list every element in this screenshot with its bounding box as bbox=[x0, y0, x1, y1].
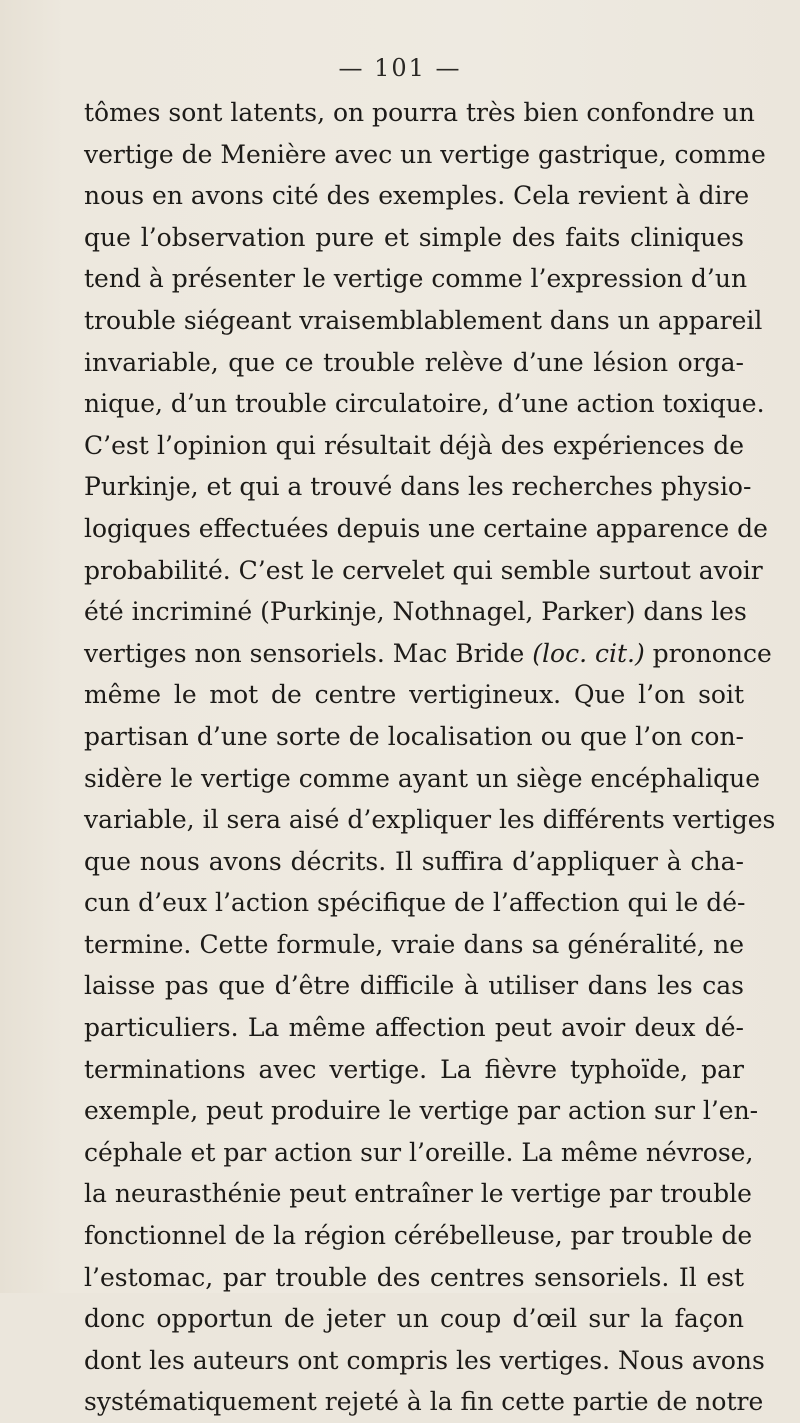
text-line-22: laisse pas que d’être difficile à utiliser dans les cas bbox=[84, 971, 744, 1001]
text-line-24: terminations avec vertige. La fièvre typhoïde, par bbox=[84, 1054, 744, 1084]
text-line-8: nique, d’un trouble circulatoire, d’une action toxique. bbox=[84, 389, 765, 419]
text-line-31: dont les auteurs ont compris les vertiges. Nous avons bbox=[84, 1345, 765, 1375]
text-line-7: invariable, que ce trouble relève d’une lésion orga- bbox=[84, 347, 744, 377]
body-text bbox=[84, 92, 776, 1423]
text-line-20: cun d’eux l’action spécifique de l’affection qui le dé- bbox=[84, 888, 746, 918]
text-line-9: C’est l’opinion qui résultait déjà des expériences de bbox=[84, 430, 744, 460]
text-line-6: trouble siégeant vraisemblablement dans un appareil bbox=[84, 305, 763, 335]
citation-loc-cit: (loc. cit.) bbox=[532, 638, 645, 668]
text-line-17: sidère le vertige comme ayant un siège encéphalique bbox=[84, 763, 761, 793]
text-line-13: été incriminé (Purkinje, Nothnagel, Parker) dans les bbox=[84, 597, 747, 627]
text-line-2: vertige de Menière avec un vertige gastrique, comme bbox=[84, 139, 766, 169]
text-line-3: nous en avons cité des exemples. Cela revient à dire bbox=[84, 181, 750, 211]
text-line-14-before: vertiges non sensoriels. Mac Bride bbox=[84, 638, 533, 668]
text-line-14-after: prononce bbox=[644, 638, 772, 668]
text-line-28: fonctionnel de la région cérébelleuse, par trouble de bbox=[84, 1221, 753, 1251]
text-line-10: Purkinje, et qui a trouvé dans les recherches physio- bbox=[84, 472, 752, 502]
page-number: — 101 — bbox=[338, 54, 462, 82]
text-line-16: partisan d’une sorte de localisation ou que l’on con- bbox=[84, 721, 744, 751]
text-line-19: que nous avons décrits. Il suffira d’appliquer à cha- bbox=[84, 846, 744, 876]
text-line-26: céphale et par action sur l’oreille. La même névrose, bbox=[84, 1137, 754, 1167]
text-line-11: logiques effectuées depuis une certaine apparence de bbox=[84, 513, 768, 543]
text-line-32: systématiquement rejeté à la fin cette partie de notre bbox=[84, 1387, 764, 1417]
text-line-18: variable, il sera aisé d’expliquer les différents vertiges bbox=[84, 805, 776, 835]
text-line-12: probabilité. C’est le cervelet qui semble surtout avoir bbox=[84, 555, 763, 585]
text-line-30: donc opportun de jeter un coup d’œil sur la façon bbox=[84, 1304, 744, 1334]
text-line-14 bbox=[84, 633, 772, 675]
text-line-23: particuliers. La même affection peut avoir deux dé- bbox=[84, 1013, 744, 1043]
text-line-4: que l’observation pure et simple des faits cliniques bbox=[84, 222, 744, 252]
text-line-25: exemple, peut produire le vertige par action sur l’en- bbox=[84, 1096, 759, 1126]
text-line-29: l’estomac, par trouble des centres sensoriels. Il est bbox=[84, 1262, 744, 1292]
text-line-21: termine. Cette formule, vraie dans sa généralité, ne bbox=[84, 929, 744, 959]
text-line-15: même le mot de centre vertigineux. Que l’on soit bbox=[84, 680, 744, 710]
text-line-5: tend à présenter le vertige comme l’expression d’un bbox=[84, 264, 748, 294]
text-line-27: la neurasthénie peut entraîner le vertige par trouble bbox=[84, 1179, 752, 1209]
text-line-1: tômes sont latents, on pourra très bien confondre un bbox=[84, 98, 755, 127]
